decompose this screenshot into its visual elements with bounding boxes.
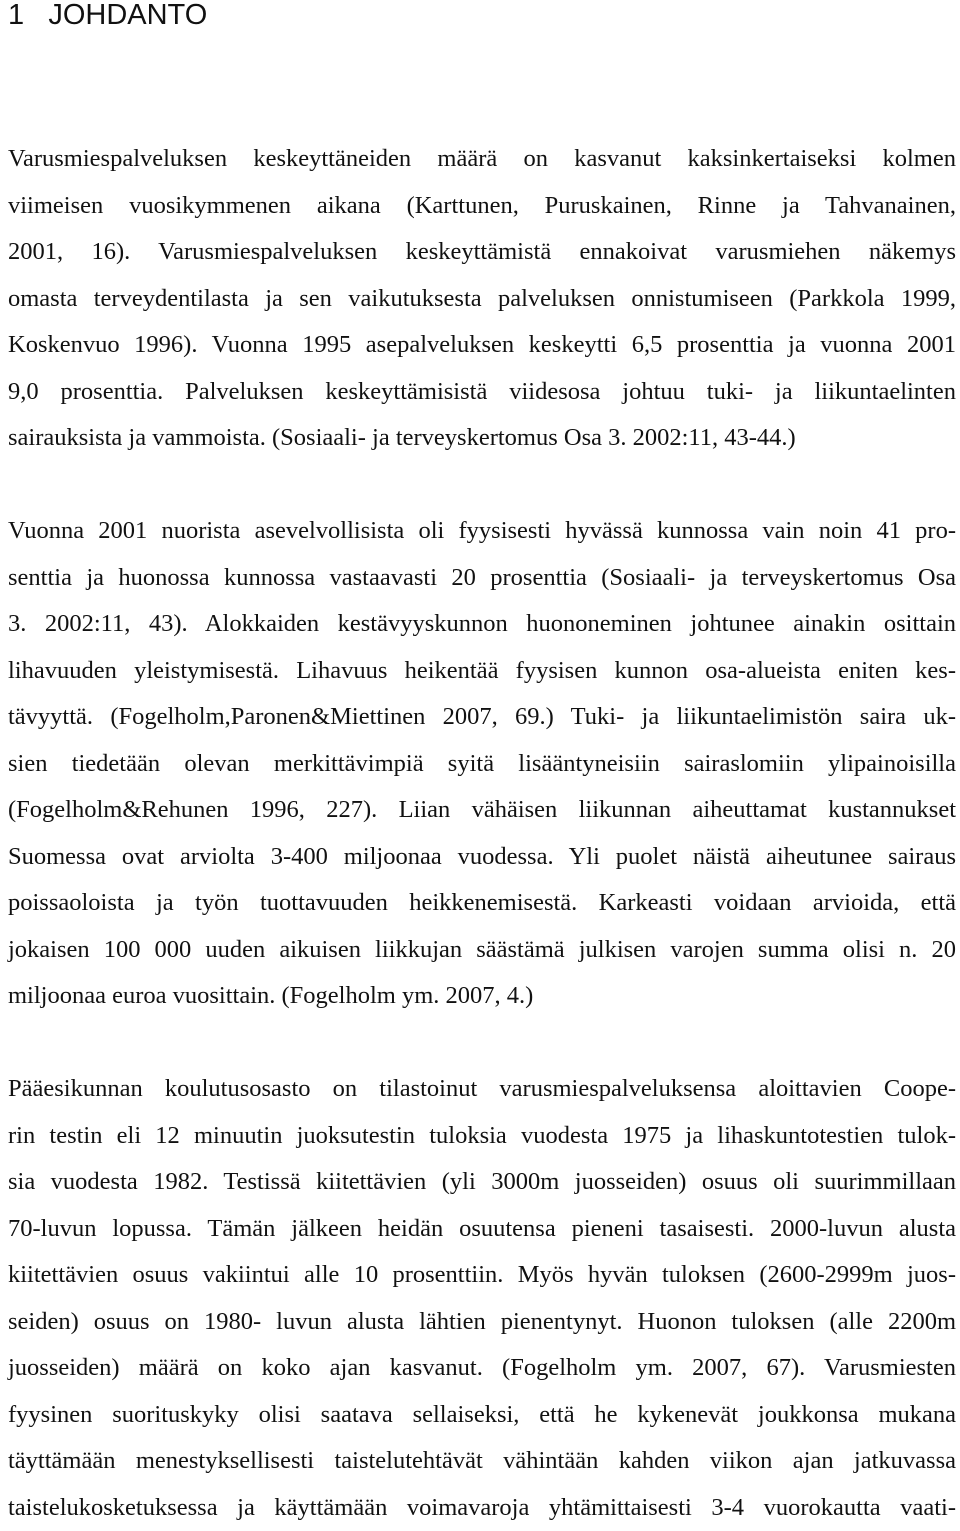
chapter-title: JOHDANTO: [48, 0, 207, 31]
paragraph-1: [8, 136, 956, 462]
text-line: 70-luvun lopussa. Tämän jälkeen heidän osuutensa pieneni tasaisesti. 2000-luvun alusta: [8, 1206, 956, 1253]
text-line: (Fogelholm&Rehunen 1996, 227). Liian vähäisen liikunnan aiheuttamat kustannukset: [8, 787, 956, 834]
text-line: taistelukosketuksessa ja käyttämään voimavaroja yhtämittaisesti 3-4 vuorokautta vaati-: [8, 1485, 956, 1531]
text-line: juosseiden) määrä on koko ajan kasvanut. (Fogelholm ym. 2007, 67). Varusmiesten: [8, 1345, 956, 1392]
text-line: poissaoloista ja työn tuottavuuden heikkenemisestä. Karkeasti voidaan arvioida, että: [8, 880, 956, 927]
text-line: rin testin eli 12 minuutin juoksutestin tuloksia vuodesta 1975 ja lihaskuntotestien tulok-: [8, 1113, 956, 1160]
text-line: 2001, 16). Varusmiespalveluksen keskeyttämistä ennakoivat varusmiehen näkemys: [8, 229, 956, 276]
text-line: jokaisen 100 000 uuden aikuisen liikkujan säästämä julkisen varojen summa olisi n. 20: [8, 927, 956, 974]
paragraph-2: [8, 508, 956, 1020]
paragraph-3: [8, 1066, 956, 1531]
text-line: miljoonaa euroa vuosittain. (Fogelholm ym. 2007, 4.): [8, 973, 956, 1020]
text-line: senttia ja huonossa kunnossa vastaavasti 20 prosenttia (Sosiaali- ja terveyskertomus Osa: [8, 555, 956, 602]
text-line: Suomessa ovat arviolta 3-400 miljoonaa vuodessa. Yli puolet näistä aiheutunee sairaus: [8, 834, 956, 881]
text-line: tävyyttä. (Fogelholm,Paronen&Miettinen 2007, 69.) Tuki- ja liikuntaelimistön saira uk-: [8, 694, 956, 741]
chapter-number: 1: [8, 0, 24, 31]
text-line: fyysinen suorituskyky olisi saatava sellaiseksi, että he kykenevät joukkonsa mukana: [8, 1392, 956, 1439]
text-line: 9,0 prosenttia. Palveluksen keskeyttämisistä viidesosa johtuu tuki- ja liikuntaelinten: [8, 369, 956, 416]
text-line: kiitettävien osuus vakiintui alle 10 prosenttiin. Myös hyvän tuloksen (2600-2999m juos-: [8, 1252, 956, 1299]
text-line: sairauksista ja vammoista. (Sosiaali- ja terveyskertomus Osa 3. 2002:11, 43-44.): [8, 415, 956, 462]
text-line: 3. 2002:11, 43). Alokkaiden kestävyyskunnon huononeminen johtunee ainakin osittain: [8, 601, 956, 648]
text-line: sien tiedetään olevan merkittävimpiä syitä lisääntyneisiin sairaslomiin ylipainoisilla: [8, 741, 956, 788]
text-line: täyttämään menestyksellisesti taistelutehtävät vähintään kahden viikon ajan jatkuvassa: [8, 1438, 956, 1485]
text-line: sia vuodesta 1982. Testissä kiitettävien (yli 3000m juosseiden) osuus oli suurimmillaan: [8, 1159, 956, 1206]
chapter-heading: [8, 0, 207, 30]
text-line: Pääesikunnan koulutusosasto on tilastoinut varusmiespalveluksensa aloittavien Coope-: [8, 1066, 956, 1113]
text-line: viimeisen vuosikymmenen aikana (Karttunen, Puruskainen, Rinne ja Tahvanainen,: [8, 183, 956, 230]
text-line: Vuonna 2001 nuorista asevelvollisista oli fyysisesti hyvässä kunnossa vain noin 41 pro-: [8, 508, 956, 555]
text-line: seiden) osuus on 1980- luvun alusta lähtien pienentynyt. Huonon tuloksen (alle 2200m: [8, 1299, 956, 1346]
text-line: omasta terveydentilasta ja sen vaikutuksesta palveluksen onnistumiseen (Parkkola 1999,: [8, 276, 956, 323]
text-line: Koskenvuo 1996). Vuonna 1995 asepalveluksen keskeytti 6,5 prosenttia ja vuonna 2001: [8, 322, 956, 369]
text-line: lihavuuden yleistymisestä. Lihavuus heikentää fyysisen kunnon osa-alueista eniten kes-: [8, 648, 956, 695]
text-line: Varusmiespalveluksen keskeyttäneiden määrä on kasvanut kaksinkertaiseksi kolmen: [8, 136, 956, 183]
